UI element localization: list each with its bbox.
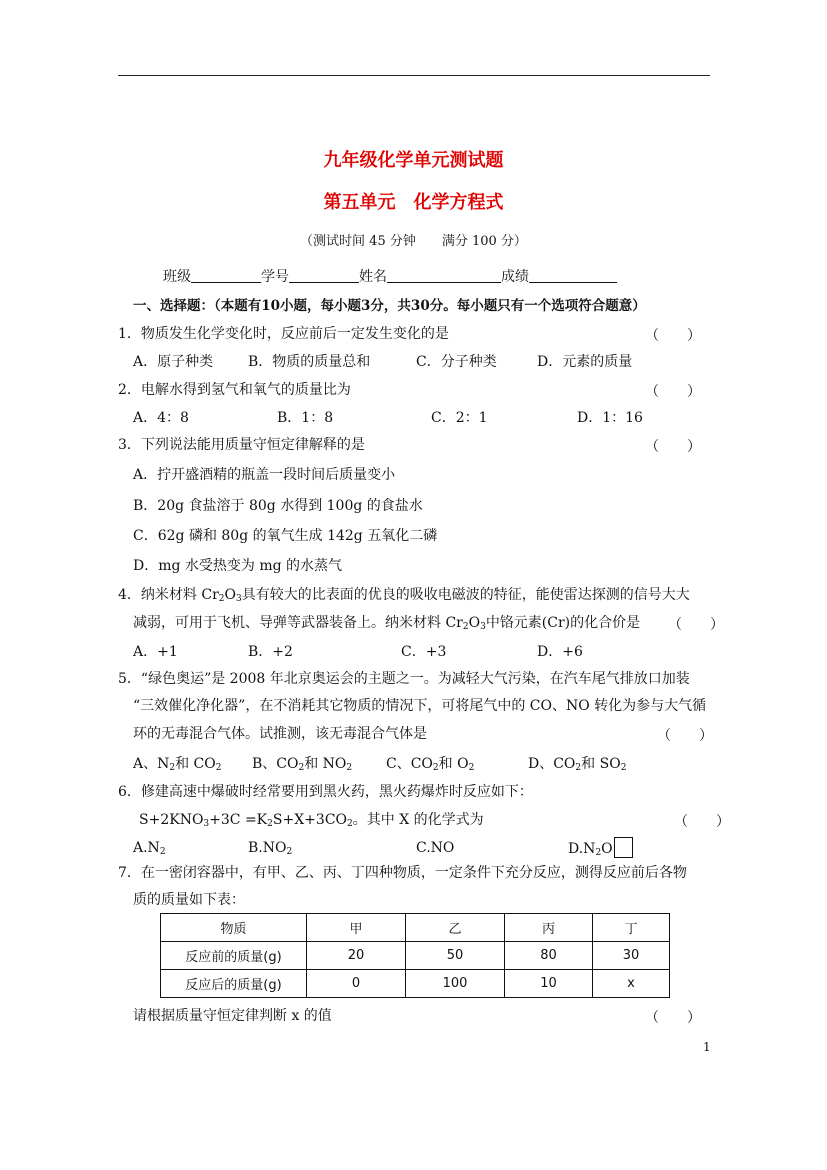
q1-stem: 1．物质发生化学变化时，反应前后一定发生变化的是 xyxy=(118,326,449,342)
table-header-cell: 丁 xyxy=(593,914,670,942)
table-cell: 100 xyxy=(406,970,505,998)
score-label: 成绩 xyxy=(501,269,529,285)
table-cell: 80 xyxy=(505,942,593,970)
q5-line2: “三效催化净化器”，在不消耗其它物质的情况下，可将尾气中的 CO、NO 转化为参与大气循 xyxy=(133,698,707,714)
q1-option-c: C．分子种类 xyxy=(416,354,497,370)
table-header-cell: 乙 xyxy=(406,914,505,942)
q6-stem: 6．修建高速中爆破时经常要用到黑火药，黑火药爆炸时反应如下： xyxy=(118,784,533,800)
q3-answer-paren: （ ） xyxy=(645,439,701,455)
table-cell: x xyxy=(593,970,670,998)
q5-line1: 5．“绿色奥运”是 2008 年北京奥运会的主题之一。为减轻大气污染，在汽车尾气排放口加装 xyxy=(118,671,690,687)
q4-option-d: D．+6 xyxy=(537,644,583,660)
section-heading: 一、选择题：（本题有10小题，每小题3分，共30分。每小题只有一个选项符合题意） xyxy=(133,298,646,314)
q1-answer-paren: （ ） xyxy=(645,328,701,344)
table-header-row xyxy=(161,914,670,942)
table-cell: 10 xyxy=(505,970,593,998)
info-fields-row xyxy=(163,268,617,286)
q2-option-b: B．1：8 xyxy=(277,410,334,426)
table-cell: 0 xyxy=(307,970,406,998)
q6-option-b: $B.NO_2$ xyxy=(248,840,293,857)
table-header-cell: 丙 xyxy=(505,914,593,942)
document-title: 九年级化学单元测试题 xyxy=(323,150,504,171)
table-header-cell: 物质 xyxy=(161,914,307,942)
q5-option-b: B、$CO_2$和 $NO_2$ xyxy=(252,756,353,773)
q5-option-d: D、$CO_2$和 $SO_2$ xyxy=(528,756,627,773)
q6-option-d: $D.N_2O$ xyxy=(568,837,633,858)
q3-option-d: D．mg 水受热变为 mg 的水蒸气 xyxy=(133,558,343,574)
score-blank[interactable] xyxy=(529,268,617,283)
name-label: 姓名 xyxy=(359,269,387,285)
q3-option-a: A．拧开盛酒精的瓶盖一段时间后质量变小 xyxy=(133,467,396,483)
table-cell: 20 xyxy=(307,942,406,970)
q3-option-c: C．62g 磷和 80g 的氧气生成 142g 五氧化二磷 xyxy=(133,528,438,544)
q7-answer-paren: （ ） xyxy=(645,1010,701,1026)
student-id-blank[interactable] xyxy=(289,268,359,283)
table-row xyxy=(161,942,670,970)
q1-option-b: B．物质的质量总和 xyxy=(248,354,371,370)
q4-line2: 减弱，可用于飞机、导弹等武器装备上。纳米材料 $Cr_2O_3$中铬元素(Cr)的化合价是 xyxy=(133,615,641,632)
q2-option-d: D．1：16 xyxy=(577,410,643,426)
page-number: 1 xyxy=(703,1040,711,1054)
mass-table xyxy=(160,913,670,998)
table-cell: 30 xyxy=(593,942,670,970)
table-cell: 50 xyxy=(406,942,505,970)
q3-option-b: B．20g 食盐溶于 80g 水得到 100g 的食盐水 xyxy=(133,498,423,514)
q4-line1: 4．纳米材料 $Cr_2O_3$具有较大的比表面的优良的吸收电磁波的特征，能使雷达探测的信号大大 xyxy=(118,587,690,604)
class-label: 班级 xyxy=(163,269,191,285)
q7-line1: 7．在一密闭容器中，有甲、乙、丙、丁四种物质，一定条件下充分反应，测得反应前后各物 xyxy=(118,865,687,881)
q4-answer-paren: （ ） xyxy=(668,617,724,633)
table-header-cell: 甲 xyxy=(307,914,406,942)
q2-option-c: C．2：1 xyxy=(431,410,488,426)
q3-stem: 3．下列说法能用质量守恒定律解释的是 xyxy=(118,437,365,453)
q1-option-a: A．原子种类 xyxy=(133,354,214,370)
q6-equation: $S+2KNO_3+3C =K_2S+X+3CO_2$。其中 X 的化学式为 xyxy=(139,812,484,829)
q2-stem: 2．电解水得到氢气和氧气的质量比为 xyxy=(118,382,351,398)
q2-option-a: A．4：8 xyxy=(133,410,189,426)
class-blank[interactable] xyxy=(191,268,261,283)
q6-option-a: $A.N_2$ xyxy=(133,840,166,857)
q1-option-d: D．元素的质量 xyxy=(537,354,633,370)
table-cell: 反应后的质量(g) xyxy=(161,970,307,998)
q7-line2: 质的质量如下表： xyxy=(133,892,245,908)
q4-option-b: B．+2 xyxy=(248,644,293,660)
header-rule xyxy=(118,75,710,76)
q4-option-c: C．+3 xyxy=(401,644,447,660)
q6-option-c: C.NO xyxy=(416,840,455,856)
q6-answer-paren: （ ） xyxy=(674,814,730,830)
name-blank[interactable] xyxy=(387,268,501,283)
square-box-icon xyxy=(614,837,633,858)
table-cell: 反应前的质量(g) xyxy=(161,942,307,970)
q5-option-c: C、$CO_2$和 $O_2$ xyxy=(386,756,475,773)
q5-answer-paren: （ ） xyxy=(657,728,713,744)
test-info: （测试时间 45 分钟 满分 100 分） xyxy=(300,234,527,249)
table-row xyxy=(161,970,670,998)
document-subtitle: 第五单元 化学方程式 xyxy=(323,192,504,213)
q5-line3: 环的无毒混合气体。试推测，该无毒混合气体是 xyxy=(133,726,427,742)
q4-option-a: A．+1 xyxy=(133,644,178,660)
q5-option-a: A、$N_2$和 $CO_2$ xyxy=(133,756,222,773)
q7-question: 请根据质量守恒定律判断 x 的值 xyxy=(133,1008,332,1024)
q2-answer-paren: （ ） xyxy=(645,384,701,400)
student-id-label: 学号 xyxy=(261,269,289,285)
